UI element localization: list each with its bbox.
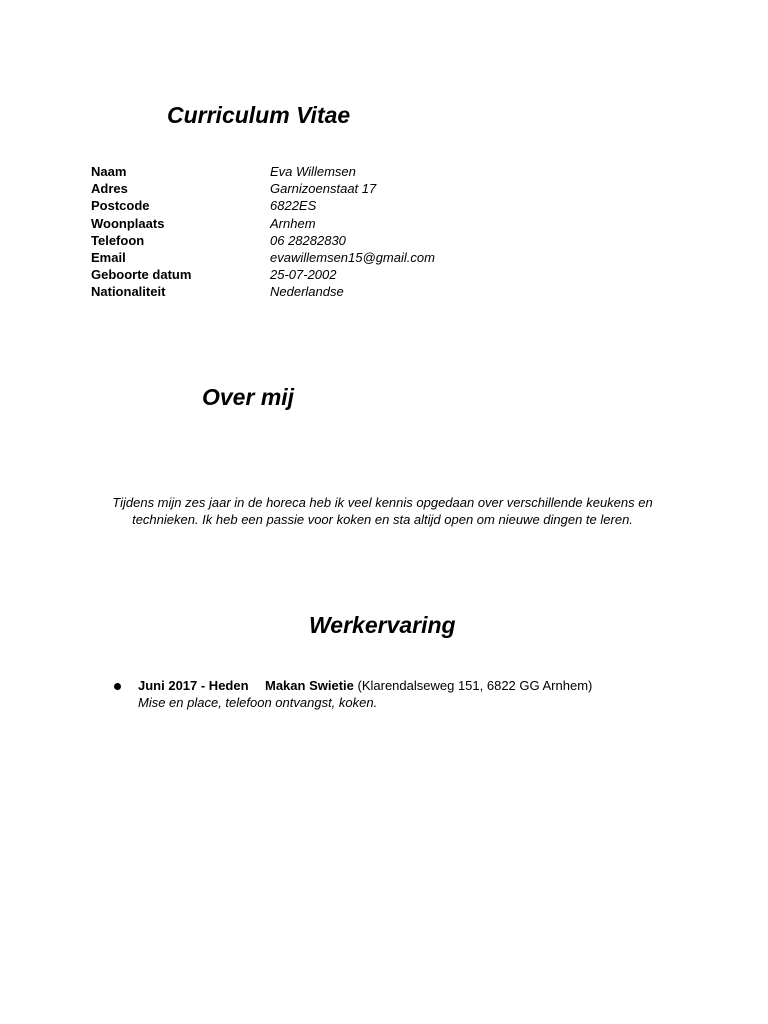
experience-address: (Klarendalseweg 151, 6822 GG Arnhem) [357,678,593,693]
experience-header-line [138,677,592,694]
email-value: evawillemsen15@gmail.com [270,250,435,266]
personal-info-table [91,163,435,301]
personal-info-row [91,232,435,249]
nationality-label: Nationaliteit [91,284,166,300]
bullet-icon [114,683,121,690]
cv-title: Curriculum Vitae [167,102,351,128]
personal-info-row [91,249,435,266]
about-text: Tijdens mijn zes jaar in de horeca heb ik veel kennis opgedaan over verschillende keukens en technieken. Ik heb een passie voor koken en sta altijd open om nieuwe dingen te leren. [112,495,653,527]
experience-period: Juni 2017 - Heden [138,678,249,693]
birthdate-label: Geboorte datum [91,267,192,283]
email-label: Email [91,250,126,266]
postcode-value: 6822ES [270,198,317,214]
name-label: Naam [91,164,127,179]
personal-info-row [91,180,435,197]
personal-info-row [91,197,435,214]
nationality-value: Nederlandse [270,284,344,300]
experience-company: Makan Swietie [265,678,354,693]
personal-info-row [91,266,435,283]
about-heading: Over mij [202,384,295,410]
experience-item [112,677,592,711]
experience-list [112,677,592,711]
experience-heading: Werkervaring [309,612,456,638]
city-label: Woonplaats [91,215,165,231]
personal-info-row [91,283,435,300]
personal-info-row [91,163,435,180]
birthdate-value: 25-07-2002 [270,267,337,283]
postcode-label: Postcode [91,198,150,214]
experience-tasks: Mise en place, telefoon ontvangst, koken. [138,695,378,710]
personal-info-row [91,215,435,232]
name-value: Eva Willemsen [270,164,356,179]
phone-label: Telefoon [91,232,145,248]
address-value: Garnizoenstaat 17 [270,181,377,197]
address-label: Adres [91,181,128,197]
phone-value: 06 28282830 [270,232,346,248]
city-value: Arnhem [270,215,316,231]
